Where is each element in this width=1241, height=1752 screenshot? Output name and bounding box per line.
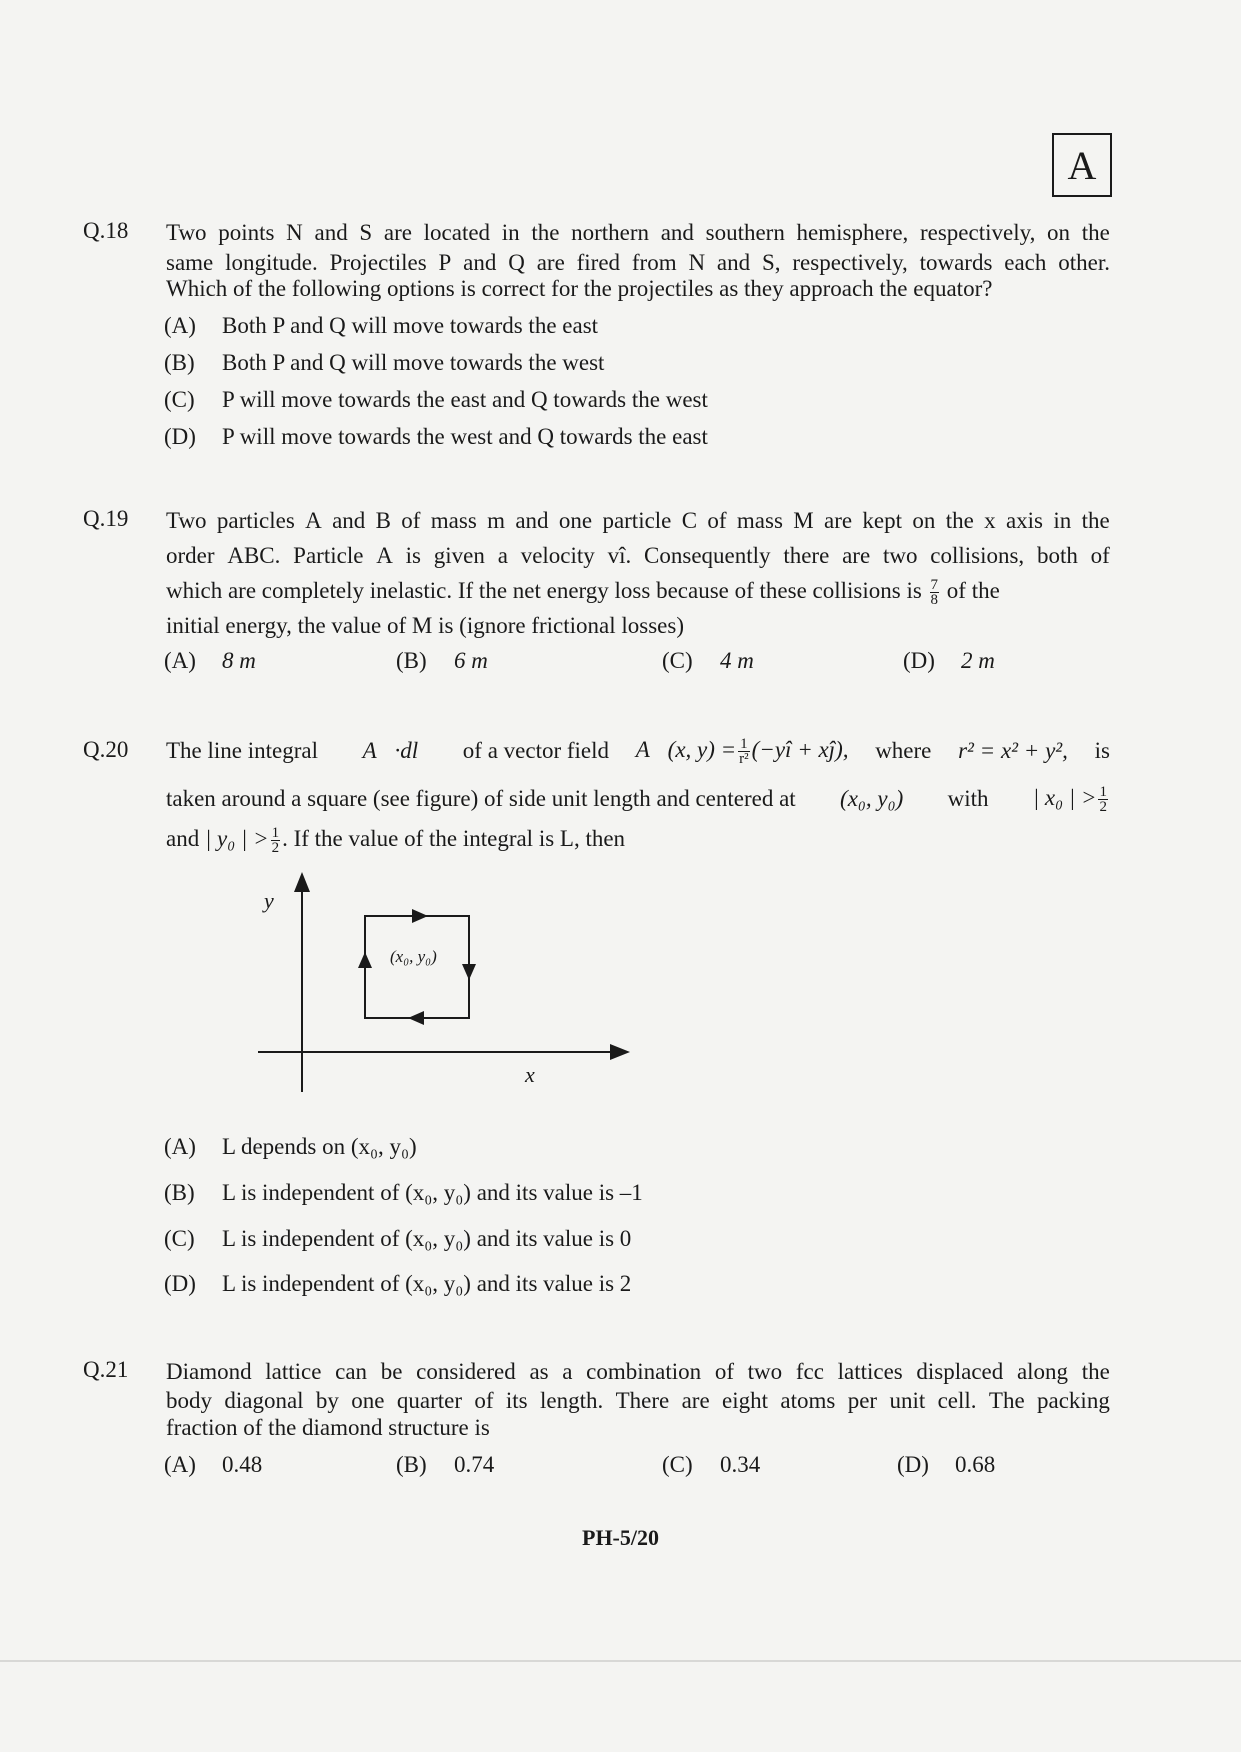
question-number-20: Q.20 (83, 737, 129, 762)
q20-option-d: (D) L is independent of (x₀, y₀) and its value is 2 (164, 1271, 632, 1296)
x-axis-arrow-icon (610, 1044, 630, 1060)
question-number-21: Q.21 (83, 1357, 129, 1382)
q20-option-a: (A) L depends on (x₀, y₀) (164, 1134, 417, 1159)
q19-line-1: Two particles A and B of mass m and one particle C of mass M are kept on the x axis in the (166, 508, 1110, 533)
q19-option-b: (B) 6 m (396, 648, 488, 673)
figure-x-label: x (525, 1062, 535, 1087)
q21-option-c: (C) 0.34 (662, 1452, 761, 1477)
q18-line-3: Which of the following options is correct for the projectiles as they approach the equator? (166, 276, 993, 301)
q20-line-1: The line integral ∮A⃗·dl⃗ of a vector field A⃗(x, y) = $\frac{1}{\text{r²}}$ (−yî + xĵ), where r² = x² + y², is (166, 736, 1110, 768)
q19-option-c: (C) 4 m (662, 648, 754, 673)
q18-option-d: (D) P will move towards the west and Q towards the east (164, 424, 708, 449)
q19-option-d: (D) 2 m (903, 648, 995, 673)
q21-option-d: (D) 0.68 (897, 1452, 996, 1477)
q20-option-c: (C) L is independent of (x₀, y₀) and its value is 0 (164, 1226, 632, 1251)
figure-center-label: (x₀, y₀) (390, 947, 437, 966)
y-axis-arrow-icon (294, 872, 310, 892)
scan-edge-divider (0, 1660, 1241, 1662)
arrow-left-icon (408, 1011, 424, 1025)
q18-line-1: Two points N and S are located in the northern and southern hemisphere, respectively, on the (166, 220, 1110, 245)
square-loop-figure (240, 870, 640, 1100)
square-loop (365, 916, 469, 1018)
q20-line-2: taken around a square (see figure) of side unit length and centered at (x₀, y₀) with | x₀ | > $\frac{1}{2}$ (166, 784, 1107, 816)
question-number-18: Q.18 (83, 218, 129, 243)
arrow-up-icon (358, 952, 372, 968)
q18-line-2: same longitude. Projectiles P and Q are fired from N and S, respectively, towards each other. (166, 250, 1110, 275)
q19-line-2: order ABC. Particle A is given a velocity vî. Consequently there are two collisions, both of (166, 543, 1110, 568)
q19-line-4: initial energy, the value of M is (ignore frictional losses) (166, 613, 685, 638)
q19-option-a: (A) 8 m (164, 648, 256, 673)
arrow-down-icon (462, 964, 476, 980)
q21-option-a: (A) 0.48 (164, 1452, 263, 1477)
q18-option-c: (C) P will move towards the east and Q towards the west (164, 387, 708, 412)
question-number-19: Q.19 (83, 506, 129, 531)
paper-code-box (1052, 133, 1112, 197)
q21-line-1: Diamond lattice can be considered as a combination of two fcc lattices displaced along the (166, 1359, 1110, 1384)
q20-line-3: and | y₀ | > $\frac{1}{2}$ . If the value of the integral is L, then (166, 825, 626, 857)
fraction-seven-eighths: $\frac{7}{8}$ (930, 577, 939, 609)
line-integral-expr: ∮A⃗·dl⃗ (344, 737, 437, 763)
q19-line-3: which are completely inelastic. If the net energy loss because of these collisions is $\frac{7}{8}$ of the (166, 577, 1000, 609)
q21-option-b: (B) 0.74 (396, 1452, 495, 1477)
figure-y-label: y (264, 888, 274, 913)
q20-option-b: (B) L is independent of (x₀, y₀) and its value is –1 (164, 1180, 643, 1205)
q21-line-2: body diagonal by one quarter of its length. There are eight atoms per unit cell. The packing (166, 1388, 1110, 1413)
page-footer: PH-5/20 (582, 1525, 659, 1550)
q21-line-3: fraction of the diamond structure is (166, 1415, 490, 1440)
paper-code: A (1067, 142, 1097, 188)
q18-option-b: (B) Both P and Q will move towards the west (164, 350, 605, 375)
arrow-right-icon (412, 909, 428, 923)
q18-option-a: (A) Both P and Q will move towards the east (164, 313, 599, 338)
